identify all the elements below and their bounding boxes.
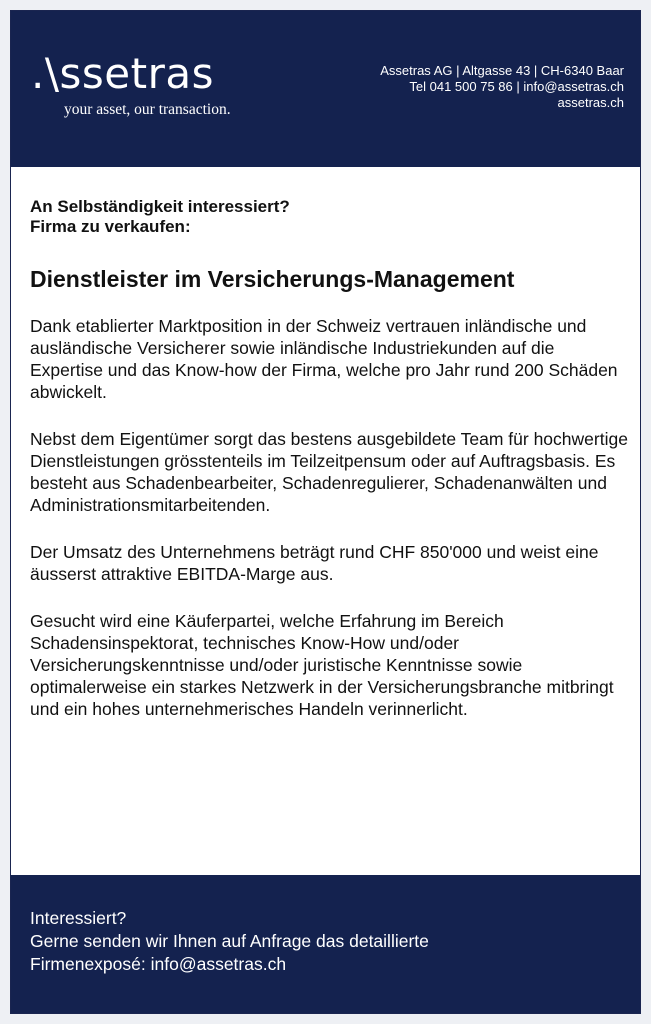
- paragraph-team: Nebst dem Eigentümer sorgt das bestens ausgebildete Team für hochwertige Dienstleistungen grösstenteils im Teilzeitpensum oder auf Auftragsbasis. Es besteht aus Schadenbearbeiter, Schadenregulierer, Schadenanwälten und Administrationsmitarbeitenden.: [30, 429, 628, 515]
- footer-banner: [11, 875, 640, 1013]
- paragraph-revenue: Der Umsatz des Unternehmens beträgt rund CHF 850'000 und weist eine äusserst attraktive EBITDA-Marge aus.: [30, 542, 599, 584]
- intro-line-1: An Selbständigkeit interessiert?: [30, 197, 290, 216]
- contact-phone-email[interactable]: Tel 041 500 75 86 | info@assetras.ch: [409, 79, 624, 94]
- footer-call-to-action: [30, 907, 429, 976]
- intro-heading: [30, 197, 630, 237]
- logo-tagline: your asset, our transaction.: [64, 101, 231, 118]
- paragraph-buyer-profile: Gesucht wird eine Käuferpartei, welche Erfahrung im Bereich Schadensinspektorat, technisches Know-How und/oder Versicherungskenntnisse und/oder juristische Kenntnisse sowie optimalerweise ein starkes Netzwerk in der Versicherungsbranche mitbringt und ein hohes unternehmerisches Handeln verinnerlicht.: [30, 611, 614, 719]
- contact-block: [380, 63, 624, 111]
- contact-website[interactable]: assetras.ch: [557, 95, 624, 110]
- header-banner: [11, 11, 640, 167]
- assetras-logo: .\ssetras: [31, 49, 214, 98]
- paragraph-market-position: Dank etablierter Marktposition in der Schweiz vertrauen inländische und ausländische Versicherer sowie inländische Industriekunden auf die Expertise und das Know-how der Firma, welche pro Jahr rund 200 Schäden abwickelt.: [30, 316, 618, 402]
- contact-address: Assetras AG | Altgasse 43 | CH-6340 Baar: [380, 63, 624, 78]
- offer-headline: Dienstleister im Versicherungs-Management: [30, 266, 515, 292]
- intro-line-2: Firma zu verkaufen:: [30, 217, 191, 236]
- footer-line-3[interactable]: Firmenexposé: info@assetras.ch: [30, 954, 287, 974]
- main-content: [30, 197, 630, 720]
- document-page: [10, 10, 641, 1014]
- footer-line-1: Interessiert?: [30, 908, 127, 928]
- footer-line-2: Gerne senden wir Ihnen auf Anfrage das detaillierte: [30, 931, 429, 951]
